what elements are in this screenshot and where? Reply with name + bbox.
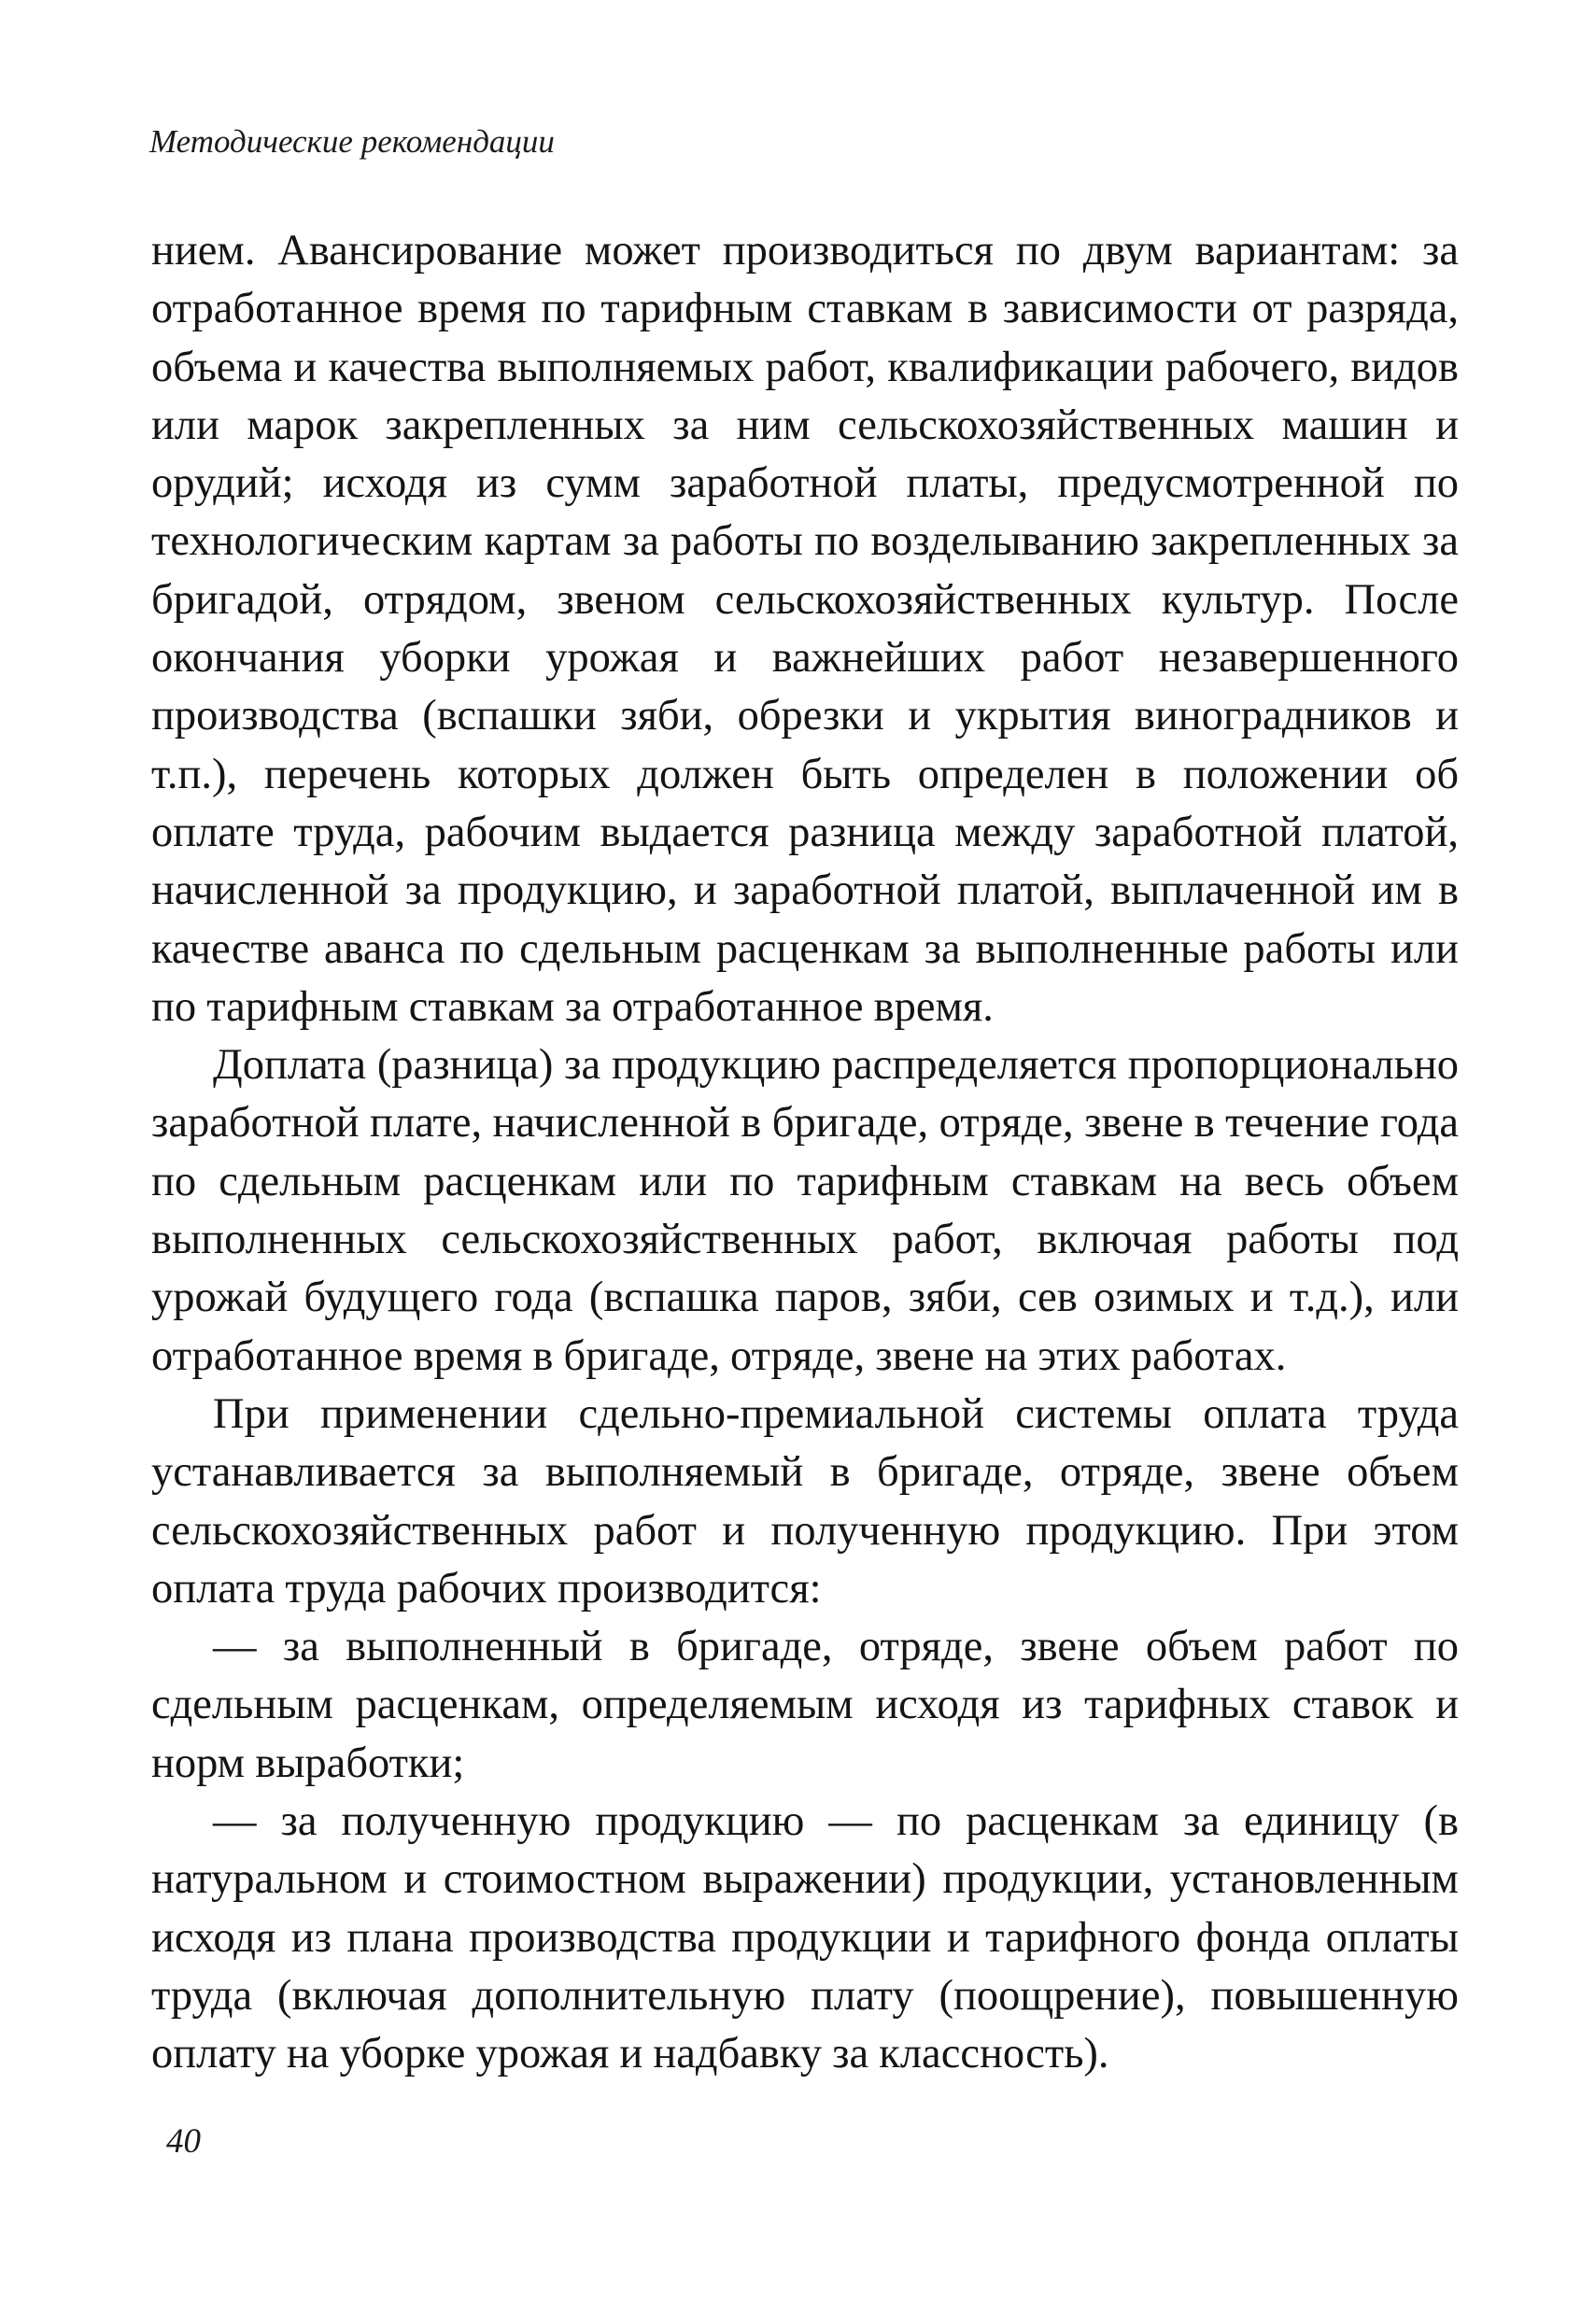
body-text [151,222,1459,2084]
page-number: 40 [166,2122,201,2161]
running-header: Методические рекомендации [149,123,555,160]
paragraph: Доплата (разница) за продукцию распределяется пропорционально заработной плате, начисленной в бригаде, отряде, звене в течение года по сдельным расценкам или по тарифным ставкам на весь объем выполненных сельскохозяйственных работ, включая работы под урожай будущего года (вспашка паров, зяби, сев озимых и т.д.), или отработанное время в бригаде, отряде, звене на этих работах. [151,1041,1459,1380]
paragraph-continuation: нием. Авансирование может производиться по двум вариантам: за отработанное время по тарифным ставкам в зависимости от разряда, объема и качества выполняемых работ, квалификации рабочего, видов или марок закрепленных за ним сельскохозяйственных машин и орудий; исходя из сумм заработной платы, предусмотренной по технологическим картам за работы по возделыванию закрепленных за бригадой, отрядом, звеном сельскохозяйственных культур. После окончания уборки урожая и важнейших работ незавершенного производства (вспашки зяби, обрезки и укрытия виноградников и т.п.), перечень которых должен быть определен в положении об оплате труда, рабочим выдается разница между заработной платой, начисленной за продукцию, и заработной платой, выплаченной им в качестве аванса по сдельным расценкам за выполненные работы или по тарифным ставкам за отработанное время. [151,227,1459,1031]
list-item: — за выполненный в бригаде, отряде, звене объем работ по сдельным расценкам, определяемым исходя из тарифных ставок и норм выработки; [151,1623,1459,1787]
paragraph: При применении сдельно-премиальной системы оплата труда устанавливается за выполняемый в бригаде, отряде, звене объем сельскохозяйственных работ и полученную продукцию. При этом оплата труда рабочих производится: [151,1389,1459,1613]
list-item: — за полученную продукцию — по расценкам за единицу (в натуральном и стоимостном выражении) продукции, установленным исходя из плана производства продукции и тарифного фонда оплаты труда (включая дополнительную плату (поощрение), повышенную оплату на уборке урожая и надбавку за классность). [151,1797,1459,2078]
